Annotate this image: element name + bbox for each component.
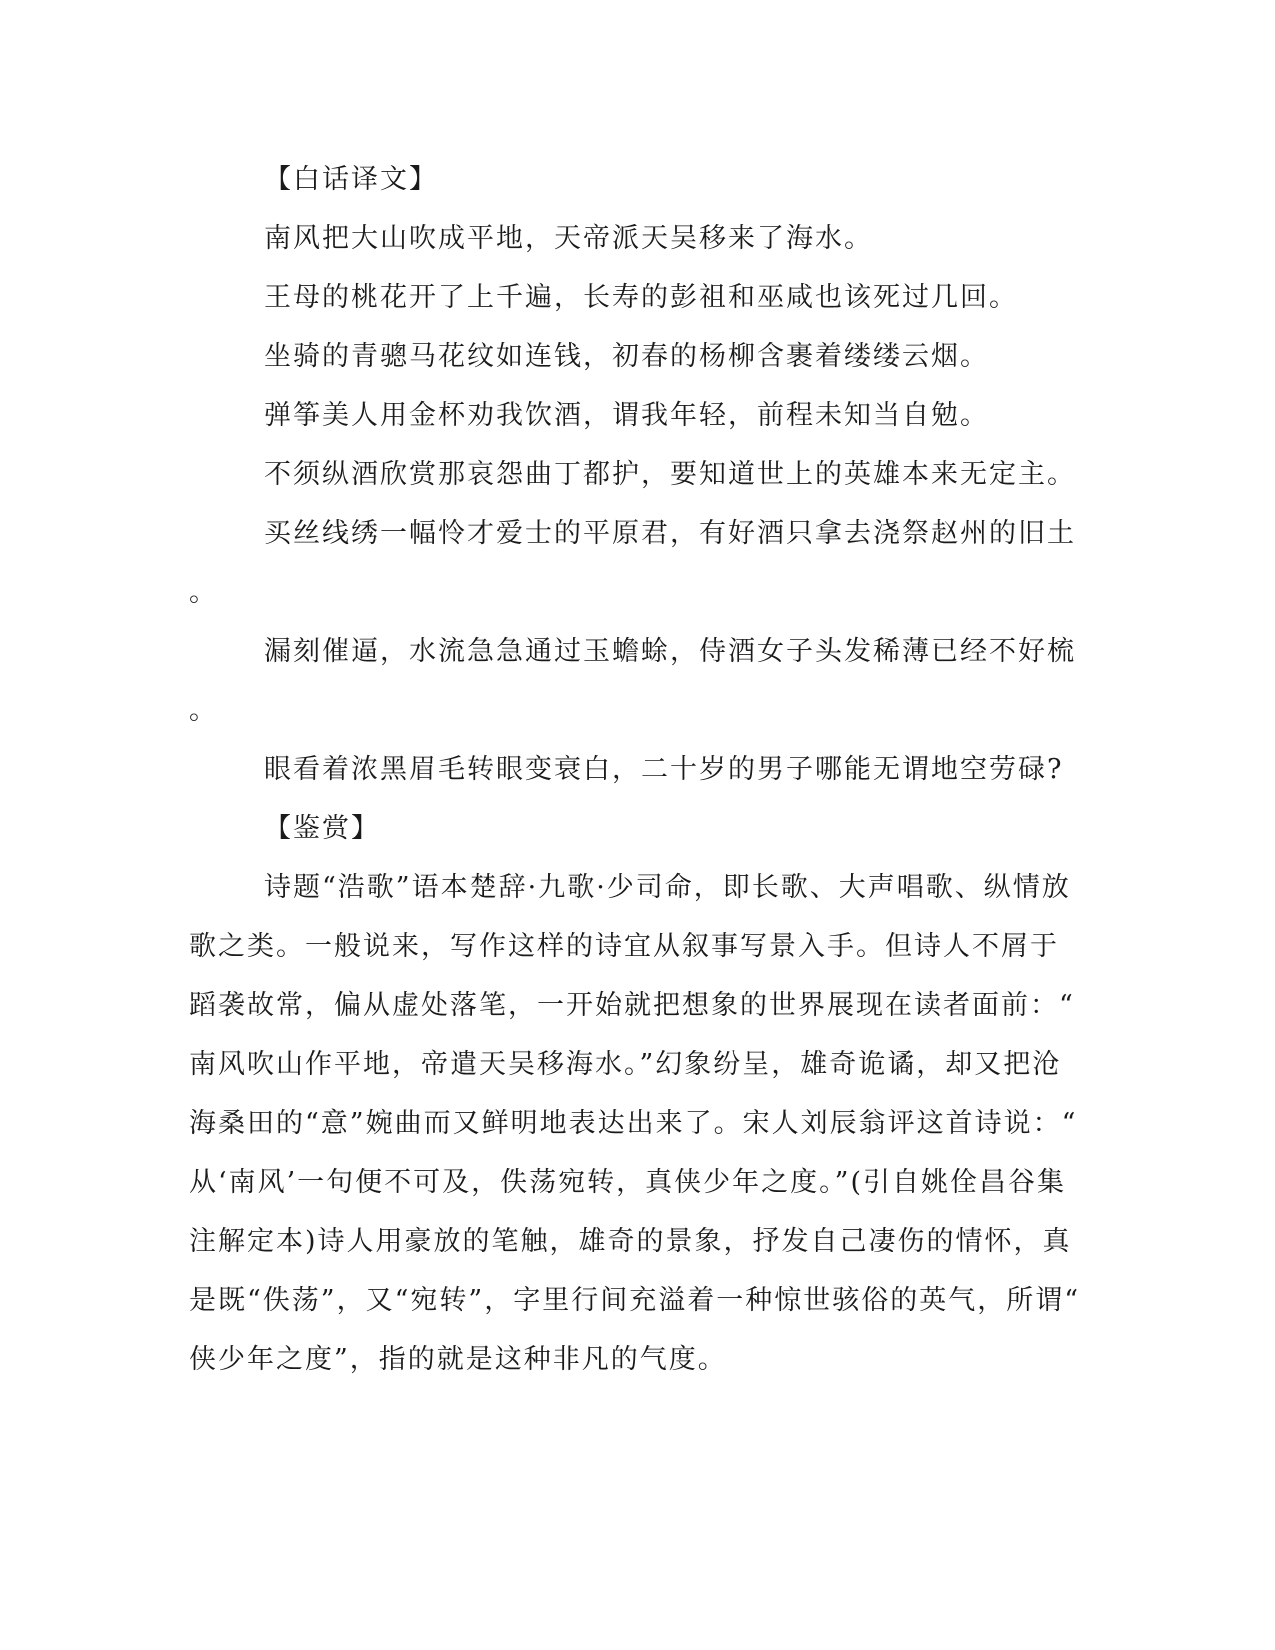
translation-line-6-end: 。 [189, 577, 218, 608]
translation-line-4: 弹筝美人用金杯劝我饮酒，谓我年轻，前程未知当自勉。 [264, 400, 989, 431]
translation-line-2: 王母的桃花开了上千遍，长寿的彭祖和巫咸也该死过几回。 [264, 282, 1018, 313]
appreciation-line-7: 注解定本)诗人用豪放的笔触，雄奇的景象，抒发自己凄伤的情怀，真 [189, 1226, 1072, 1257]
section-heading-translation: 【白话译文】 [264, 164, 438, 195]
translation-line-6: 买丝线绣一幅怜才爱士的平原君，有好酒只拿去浇祭赵州的旧土 [264, 518, 1076, 549]
translation-line-7-end: 。 [189, 695, 218, 726]
appreciation-line-8: 是既“佚荡”，又“宛转”，字里行间充溢着一种惊世骇俗的英气，所谓“ [189, 1285, 1081, 1316]
appreciation-line-9: 侠少年之度”，指的就是这种非凡的气度。 [189, 1344, 727, 1375]
translation-line-1: 南风把大山吹成平地，天帝派天吴移来了海水。 [264, 223, 873, 254]
appreciation-line-1: 诗题“浩歌”语本楚辞·九歌·少司命，即长歌、大声唱歌、纵情放 [264, 872, 1071, 903]
section-heading-appreciation: 【鉴赏】 [264, 813, 380, 844]
translation-line-5: 不须纵酒欣赏那哀怨曲丁都护，要知道世上的英雄本来无定主。 [264, 459, 1076, 490]
appreciation-line-2: 歌之类。一般说来，写作这样的诗宜从叙事写景入手。但诗人不屑于 [189, 931, 1059, 962]
translation-line-7: 漏刻催逼，水流急急通过玉蟾蜍，侍酒女子头发稀薄已经不好梳 [264, 636, 1076, 667]
translation-line-3: 坐骑的青骢马花纹如连钱，初春的杨柳含裹着缕缕云烟。 [264, 341, 989, 372]
appreciation-line-4: 南风吹山作平地，帝遣天吴移海水。”幻象纷呈，雄奇诡谲，却又把沧 [189, 1049, 1062, 1080]
translation-line-8: 眼看着浓黑眉毛转眼变衰白，二十岁的男子哪能无谓地空劳碌? [264, 754, 1064, 785]
appreciation-line-5: 海桑田的“意”婉曲而又鲜明地表达出来了。宋人刘辰翁评这首诗说：“ [189, 1108, 1078, 1139]
appreciation-line-3: 蹈袭故常，偏从虚处落笔，一开始就把想象的世界展现在读者面前：“ [189, 990, 1075, 1021]
appreciation-line-6: 从‘南风’一句便不可及，佚荡宛转，真侠少年之度。”(引自姚佺昌谷集 [189, 1167, 1067, 1198]
